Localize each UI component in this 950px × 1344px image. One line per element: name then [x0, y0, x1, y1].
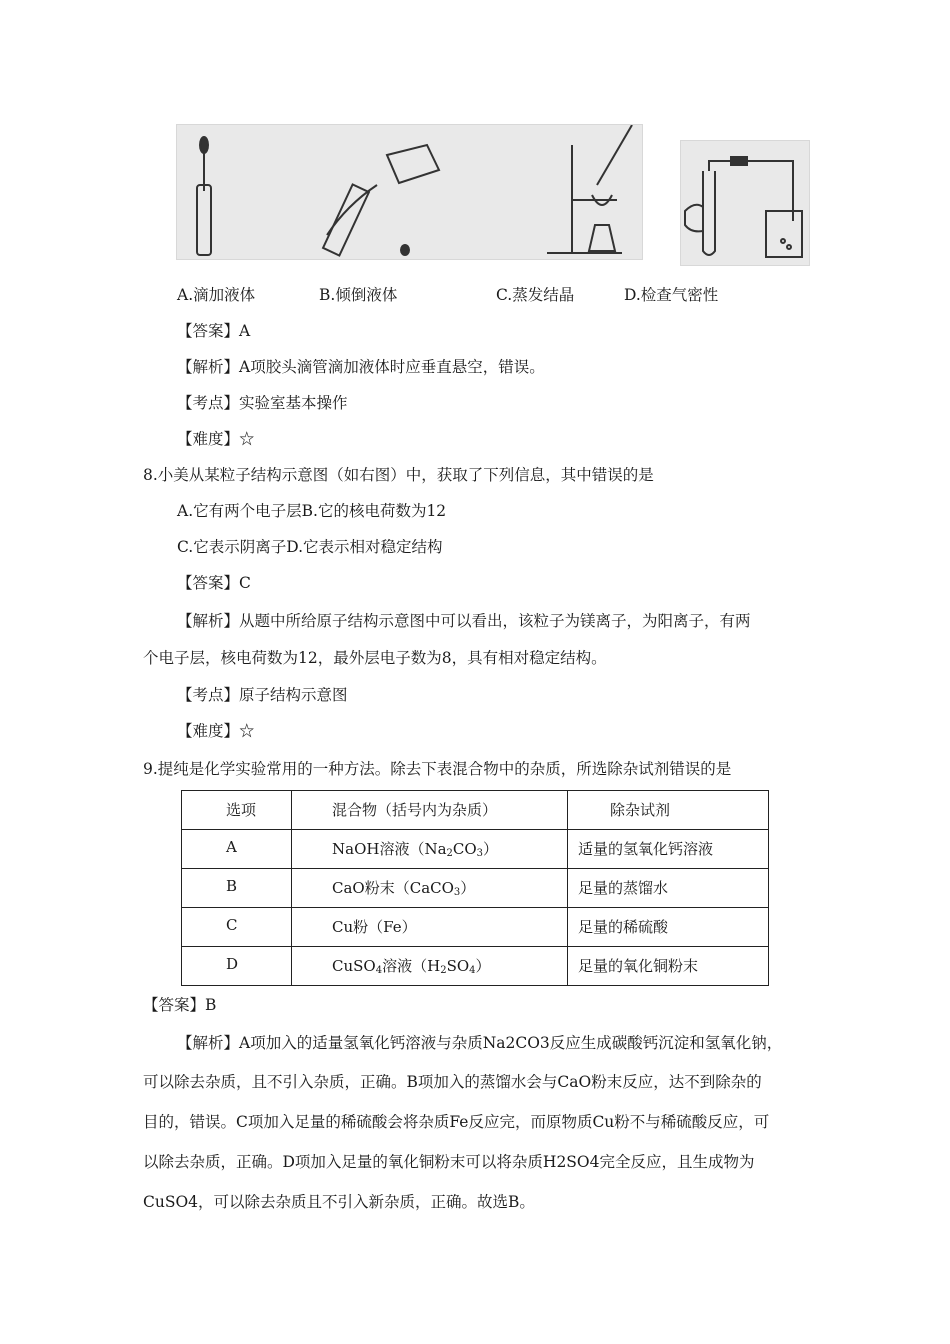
table-row: [182, 908, 769, 947]
row-reagent: 足量的蒸馏水: [578, 879, 669, 897]
q8-analysis-line2: 个电子层，核电荷数为12，最外层电子数为8，具有相对稳定结构。: [143, 649, 607, 667]
row-mixture: Cu粉（Fe）: [332, 918, 417, 936]
option-a-label: A.滴加液体: [177, 286, 256, 304]
q8-topic: 【考点】原子结构示意图: [177, 686, 348, 704]
q8-answer: 【答案】C: [177, 574, 251, 592]
q9-answer: 【答案】B: [143, 996, 217, 1014]
header-reagent: 除杂试剂: [610, 801, 671, 819]
header-option: 选项: [226, 801, 257, 819]
table-header-row: [182, 791, 769, 830]
q7-topic: 【考点】实验室基本操作: [177, 394, 348, 412]
row-reagent: 足量的氧化铜粉末: [578, 957, 699, 975]
q8-options-line2: C.它表示阴离子D.它表示相对稳定结构: [177, 538, 443, 556]
row-option: A: [226, 838, 237, 856]
table-row: [182, 947, 769, 986]
impurity-removal-table: [181, 790, 769, 986]
row-mixture: CaO粉末（CaCO$_3$）: [332, 879, 476, 898]
q7-answer: 【答案】A: [177, 322, 251, 340]
q8-analysis-line1: 【解析】从题中所给原子结构示意图中可以看出，该粒子为镁离子，为阳离子，有两: [177, 612, 751, 630]
header-mixture: 混合物（括号内为杂质）: [332, 801, 498, 819]
option-d-label: D.检查气密性: [624, 286, 719, 304]
q9-stem: 9.提纯是化学实验常用的一种方法。除去下表混合物中的杂质，所选除杂试剂错误的是: [143, 760, 732, 778]
q9-analysis-line2: 可以除去杂质，且不引入杂质，正确。B项加入的蒸馏水会与CaO粉末反应，达不到除杂的: [143, 1073, 762, 1091]
q7-analysis: 【解析】A项胶头滴管滴加液体时应垂直悬空，错误。: [177, 358, 545, 376]
option-b-label: B.倾倒液体: [319, 286, 398, 304]
q9-analysis-line5: CuSO4，可以除去杂质且不引入新杂质，正确。故选B。: [143, 1193, 535, 1211]
q7-difficulty: 【难度】☆: [177, 430, 255, 448]
q9-analysis-line1: 【解析】A项加入的适量氢氧化钙溶液与杂质Na2CO3反应生成碳酸钙沉淀和氢氧化钠，: [177, 1034, 783, 1052]
q9-analysis-line4: 以除去杂质，正确。D项加入足量的氧化铜粉末可以将杂质H2SO4完全反应，且生成物为: [143, 1153, 755, 1171]
q8-difficulty: 【难度】☆: [177, 722, 255, 740]
row-option: B: [226, 877, 238, 895]
q8-stem: 8.小美从某粒子结构示意图（如右图）中，获取了下列信息，其中错误的是: [143, 466, 654, 484]
row-option: D: [226, 955, 239, 973]
row-reagent: 足量的稀硫酸: [578, 918, 669, 936]
table-row: [182, 869, 769, 908]
q8-options-line1: A.它有两个电子层B.它的核电荷数为12: [177, 502, 447, 520]
row-option: C: [226, 916, 238, 934]
q9-analysis-line3: 目的，错误。C项加入足量的稀硫酸会将杂质Fe反应完，而原物质Cu粉不与稀硫酸反应，可: [143, 1113, 770, 1131]
gas-tightness-figure: [680, 140, 810, 266]
row-reagent: 适量的氢氧化钙溶液: [578, 840, 714, 858]
row-mixture: NaOH溶液$(Na_2CO_3)$: [332, 840, 499, 859]
row-mixture: CuSO$_4$溶液$(H_2SO_4)$: [332, 957, 491, 976]
option-c-label: C.蒸发结晶: [496, 286, 575, 304]
lab-operations-figure: [176, 124, 643, 260]
table-row: [182, 830, 769, 869]
